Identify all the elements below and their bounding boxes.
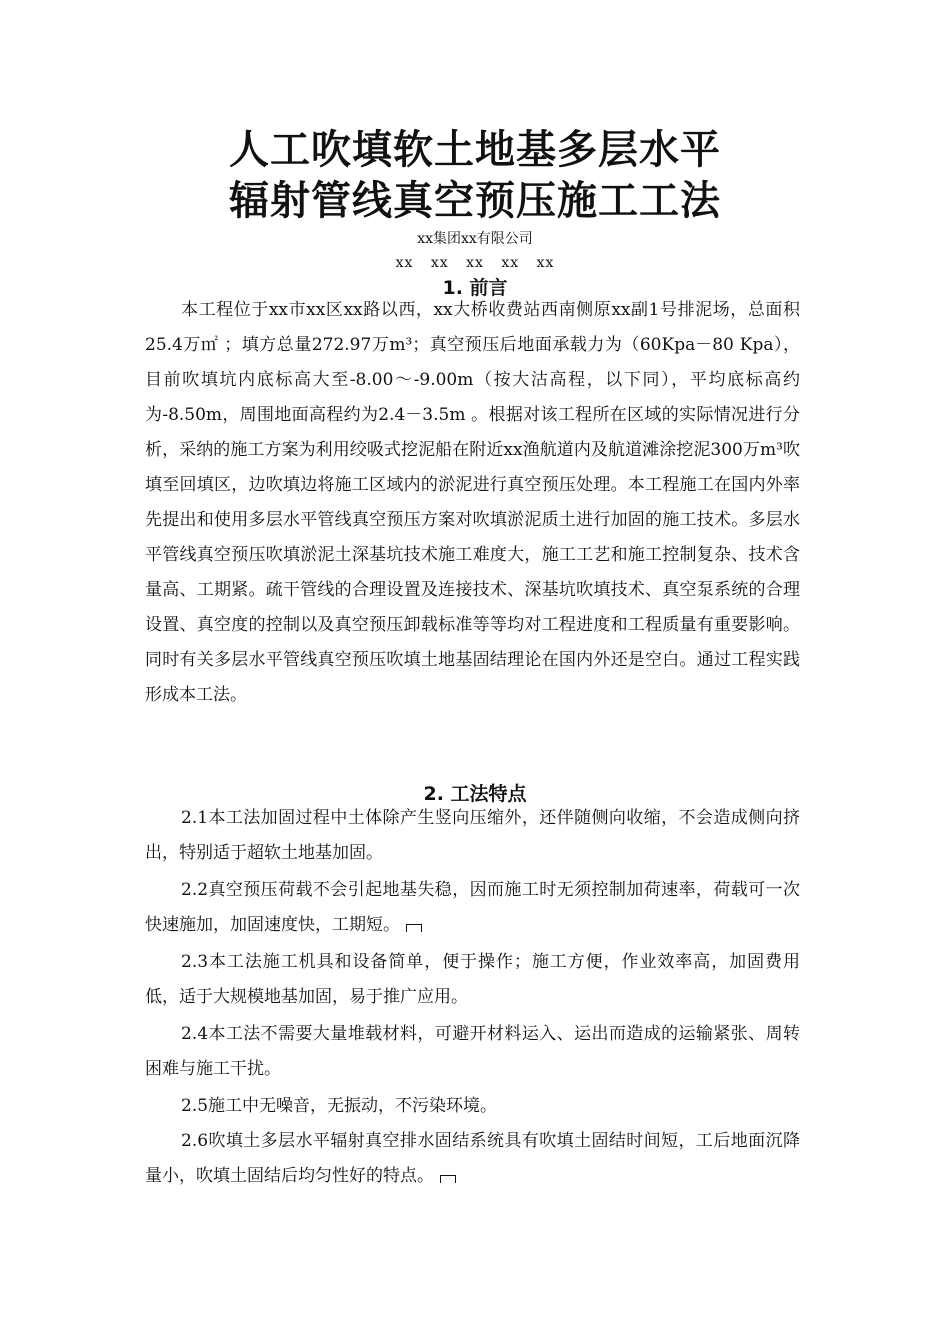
author-names: xx xx xx xx xx xyxy=(395,255,555,271)
section-2-item-text: 2.2真空预压荷载不会引起地基失稳，因而施工时无须控制加荷速率，荷载可一次快速施加，加固速度快，工期短。 xyxy=(145,880,800,935)
section-1-paragraph: 本工程位于xx市xx区xx路以西，xx大桥收费站西南侧原xx副1号排泥场，总面积25.4万㎡ ；填方总量272.97万m³；真空预压后地面承载力为（60Kpa－80 Kpa），目前吹填坑内底标高大至-8.00～-9.00m（按大沽高程，以下同），平均底标高约为-8.50m，周围地面高程约为2.4－3.5m 。根据对该工程所在区域的实际情况进行分析，采纳的施工方案为利用绞吸式挖泥船在附近xx渔航道内及航道滩涂挖泥300万m³吹填至回填区，边吹填边将施工区域内的淤泥进行真空预压处理。本工程施工在国内外率先提出和使用多层水平管线真空预压方案对吹填淤泥质土进行加固的施工技术。多层水平管线真空预压吹填淤泥土深基坑技术施工难度大，施工工艺和施工控制复杂、技术含量高、工期紧。疏干管线的合理设置及连接技术、深基坑吹填技术、真空泵系统的合理设置、真空度的控制以及真空预压卸载标准等等均对工程进度和工程质量有重要影响。同时有关多层水平管线真空预压吹填土地基固结理论在国内外还是空白。通过工程实践形成本工法。 xyxy=(145,300,800,705)
section-1-heading: 1. 前言 xyxy=(442,277,508,299)
document-title-line1: 人工吹填软土地基多层水平 xyxy=(229,127,721,173)
section-2-item xyxy=(145,1124,800,1194)
document-title-line2: 辐射管线真空预压施工工法 xyxy=(229,178,721,224)
section-2-item xyxy=(145,1017,800,1087)
section-2-item-text: 2.3本工法施工机具和设备简单，便于操作；施工方便，作业效率高，加固费用低，适于大规模地基加固，易于推广应用。 xyxy=(145,952,800,1007)
section-2-heading: 2. 工法特点 xyxy=(423,783,527,805)
section-2-item-text: 2.1本工法加固过程中土体除产生竖向压缩外，还伴随侧向收缩，不会造成侧向挤出，特别适于超软土地基加固。 xyxy=(145,808,800,863)
organization-name: xx集团xx有限公司 xyxy=(417,231,533,247)
section-2-item-text: 2.4本工法不需要大量堆载材料，可避开材料运入、运出而造成的运输紧张、周转困难与施工干扰。 xyxy=(145,1024,800,1079)
section-2-item-text: 2.6吹填土多层水平辐射真空排水固结系统具有吹填土固结时间短，工后地面沉降量小，吹填土固结后均匀性好的特点。 xyxy=(145,1131,800,1186)
section-2-item xyxy=(145,1089,800,1124)
section-2-item xyxy=(145,873,800,943)
footnote-mark-icon xyxy=(406,924,422,932)
footnote-mark-icon xyxy=(440,1175,456,1183)
section-2-item-text: 2.5施工中无噪音，无振动，不污染环境。 xyxy=(181,1096,498,1116)
section-2-item xyxy=(145,801,800,871)
section-2-item xyxy=(145,945,800,1015)
